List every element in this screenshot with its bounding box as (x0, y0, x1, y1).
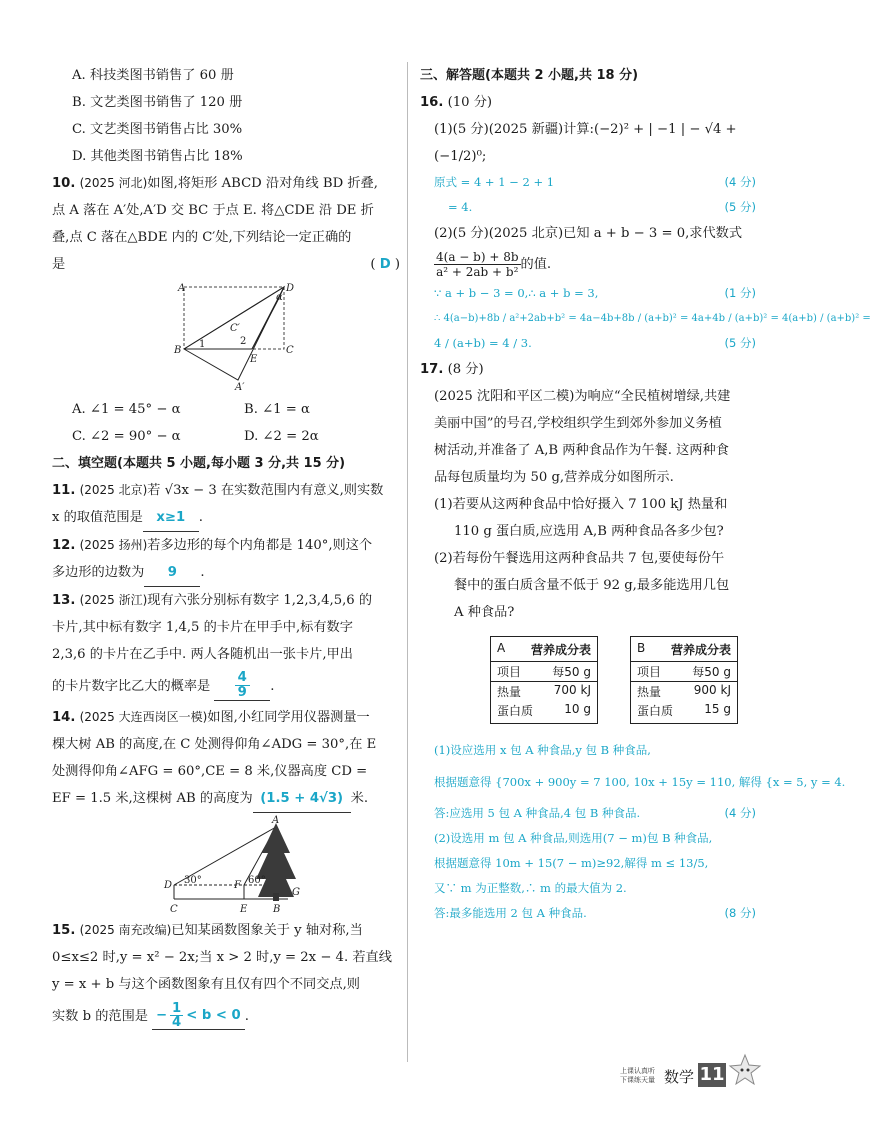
q17-line2: 美丽中国”的号召,学校组织学生到郊外参加义务植 (434, 416, 722, 431)
q11-answer: x≥1 (143, 504, 199, 532)
q9-option-d: D. 其他类图书销售占比 18% (72, 149, 243, 164)
q17-sol-line4: (2)设选用 m 包 A 种食品,则选用(7 − m)包 B 种食品, (434, 831, 713, 845)
q16-sol2-line3: 4 / (a+b) = 4 / 3. (5 分) (434, 336, 756, 350)
q14-line3: 处测得仰角∠AFG = 60°,CE = 8 米,仪器高度 CD = (52, 764, 368, 779)
q16-sol2-line1: ∵ a + b − 3 = 0,∴ a + b = 3, (1 分) (434, 286, 756, 300)
fig14-angle-60: 60° (248, 875, 266, 886)
fig10-label-2: 2 (240, 336, 247, 347)
q14-line2: 棵大树 AB 的高度,在 C 处测得仰角∠ADG = 30°,在 E (52, 737, 377, 752)
footer-slogan: 上课认真听 下课练天量 (620, 1067, 655, 1084)
q16-sol2-line2: ∴ 4(a−b)+8b / a²+2ab+b² = 4a−4b+8b / (a+b)² = 4a+4b / (a+b)² = 4(a+b) / (a+b)² = (434, 313, 871, 324)
q17-sol-line1: (1)设应选用 x 包 A 种食品,y 包 B 种食品, (434, 743, 651, 757)
fig14-label-a: A (272, 815, 280, 826)
q15-line4: 实数 b 的范围是 − $\frac{1}{4}$ < b < 0 . (52, 1001, 249, 1030)
q17-sol-line5: 根据题意得 10m + 15(7 − m)≥92,解得 m ≤ 13/5, (434, 856, 709, 870)
left-column (52, 62, 400, 1034)
fig10-label-cprime: C′ (230, 323, 240, 334)
q17-sol-line6: 又∵ m 为正整数,∴ m 的最大值为 2. (434, 881, 627, 895)
q16-part1-line1: (1)(5 分)(2025 新疆)计算:(−2)² + | −1 | − √4 + (434, 122, 737, 137)
fig10-label-d: D (286, 283, 295, 294)
q10-figure (52, 282, 400, 392)
fig10-label-1: 1 (199, 339, 206, 350)
fig14-angle-30: 30° (184, 875, 202, 886)
nutrition-card-a: A 营养成分表 项目 每50 g 热量 700 kJ 蛋白质 10 g (490, 636, 598, 724)
card-a-letter: A (497, 641, 506, 655)
q17-line1: (2025 沈阳和平区二模)为响应“全民植树增绿,共建 (434, 389, 731, 404)
q14-line1: 14. (2025 大连西岗区一模)如图,小红同学用仪器测量一 (52, 710, 370, 725)
card-a-title: 营养成分表 (530, 643, 591, 657)
page-number: 11 (699, 1064, 725, 1085)
fig10-label-alpha: α (276, 292, 283, 303)
q10-line2: 点 A 落在 A′处,A′D 交 BC 于点 E. 将△CDE 沿 DE 折 (52, 203, 374, 218)
q10-line4: 是 ( D ) (52, 257, 400, 272)
q16-part1-line2: (−1/2)⁰; (434, 149, 487, 164)
q17-sub1-line1: (1)若要从这两种食品中恰好摄入 7 100 kJ 热量和 (434, 497, 728, 512)
q17-sub1-line2: 110 g 蛋白质,应选用 A,B 两种食品各多少包? (454, 524, 724, 539)
q17-header: 17. (8 分) (420, 362, 484, 377)
q13-line3: 2,3,6 的卡片在乙手中. 两人各随机出一张卡片,甲出 (52, 647, 353, 662)
q17-sub2-line1: (2)若每份午餐选用这两种食品共 7 包,要使每份午 (434, 551, 725, 566)
fig14-label-d: D (164, 880, 173, 891)
fig10-label-b: B (174, 345, 182, 356)
page-footer (620, 1063, 760, 1089)
q17-sub2-line3: A 种食品? (454, 605, 515, 620)
q10-options-row2: C. ∠2 = 90° − α D. ∠2 = 2α (72, 429, 319, 444)
q17-sol-line3: 答:应选用 5 包 A 种食品,4 包 B 种食品. (4 分) (434, 806, 756, 820)
fig14-label-f: F (234, 880, 241, 891)
fig14-label-c: C (170, 904, 178, 915)
q10-line3: 叠,点 C 落在△BDE 内的 C′处,下列结论一定正确的 (52, 230, 352, 245)
fig10-label-c: C (286, 345, 294, 356)
q13-line1: 13. (2025 浙江)现有六张分别标有数字 1,2,3,4,5,6 的 (52, 593, 373, 608)
q13-line4: 的卡片数字比乙大的概率是 4 9 . (52, 670, 275, 700)
q16-sol1-line1: 原式 = 4 + 1 − 2 + 1 (4 分) (434, 175, 756, 189)
q16-part2-line1: (2)(5 分)(2025 北京)已知 a + b − 3 = 0,求代数式 (434, 226, 743, 241)
q9-option-c: C. 文艺类图书销售占比 30% (72, 122, 243, 137)
q10-options-row1: A. ∠1 = 45° − α B. ∠1 = α (72, 402, 310, 417)
fig14-label-b: B (273, 904, 281, 915)
fig10-label-a: A (178, 283, 186, 294)
q16-header: 16. (10 分) (420, 95, 493, 110)
q15-line1: 15. (2025 南充改编)已知某函数图象关于 y 轴对称,当 (52, 923, 363, 938)
column-divider (407, 62, 408, 1062)
q14-line4: EF = 1.5 米,这棵树 AB 的高度为 (1.5 + 4√3) 米. (52, 785, 400, 813)
q12-line1: 12. (2025 扬州)若多边形的每个内角都是 140°,则这个 (52, 538, 373, 553)
q9-option-b: B. 文艺类图书销售了 120 册 (72, 95, 243, 110)
right-column (420, 62, 871, 926)
fig10-label-aprime: A′ (235, 382, 245, 393)
q17-sol-line7: 答:最多能选用 2 包 A 种食品. (8 分) (434, 906, 756, 920)
fig14-label-g: G (292, 887, 300, 898)
q15-line2: 0≤x≤2 时,y = x² − 2x;当 x > 2 时,y = 2x − 4. 若直线 (52, 950, 392, 965)
q16-part2-line2: 4(a − b) + 8b a² + 2ab + b² 的值. (436, 249, 552, 279)
q17-line3: 树活动,并准备了 A,B 两种食品作为午餐. 这两种食 (434, 443, 729, 458)
nutrition-card-b: B 营养成分表 项目 每50 g 热量 900 kJ 蛋白质 15 g (630, 636, 738, 724)
card-b-title: 营养成分表 (670, 643, 731, 657)
q13-answer: 4 9 (214, 671, 270, 701)
card-b-letter: B (637, 641, 646, 655)
q9-option-a: A. 科技类图书销售了 60 册 (72, 68, 234, 83)
q10-line1: 10. (2025 河北)如图,将矩形 ABCD 沿对角线 BD 折叠, (52, 176, 378, 191)
nutrition-cards (420, 626, 756, 738)
q15-line3: y = x + b 与这个函数图象有且仅有四个不同交点,则 (52, 977, 360, 992)
q11-line1: 11. (2025 北京)若 √3x − 3 在实数范围内有意义,则实数 (52, 483, 384, 498)
q15-answer: − $\frac{1}{4}$ < b < 0 (152, 1002, 245, 1030)
q10-answer: D (379, 257, 391, 272)
q12-line2: 多边形的边数为 9 . (52, 559, 400, 587)
q17-line4: 品每包质量均为 50 g,营养成分如图所示. (434, 470, 674, 485)
section-3-heading: 三、解答题(本题共 2 小题,共 18 分) (420, 68, 639, 83)
section-2-heading: 二、填空题(本题共 5 小题,每小题 3 分,共 15 分) (52, 456, 346, 471)
q16-sol1-line2: = 4. (5 分) (448, 200, 756, 214)
footer-subject: 数学 (664, 1068, 695, 1086)
q11-line2: x 的取值范围是 x≥1 . (52, 504, 400, 532)
fig14-label-e: E (240, 904, 248, 915)
q13-line2: 卡片,其中标有数字 1,4,5 的卡片在甲手中,标有数字 (52, 620, 353, 635)
q17-sol-line2: 根据题意得 {700x + 900y = 7 100, 10x + 15y = 110, 解得 {x = 5, y = 4. (434, 774, 846, 789)
q12-answer: 9 (144, 559, 200, 587)
star-mascot-icon (728, 1053, 762, 1089)
q17-sub2-line2: 餐中的蛋白质含量不低于 92 g,最多能选用几包 (454, 578, 730, 593)
q14-figure (52, 813, 400, 917)
q14-answer: (1.5 + 4√3) (253, 785, 351, 813)
fig10-label-e: E (250, 354, 258, 365)
